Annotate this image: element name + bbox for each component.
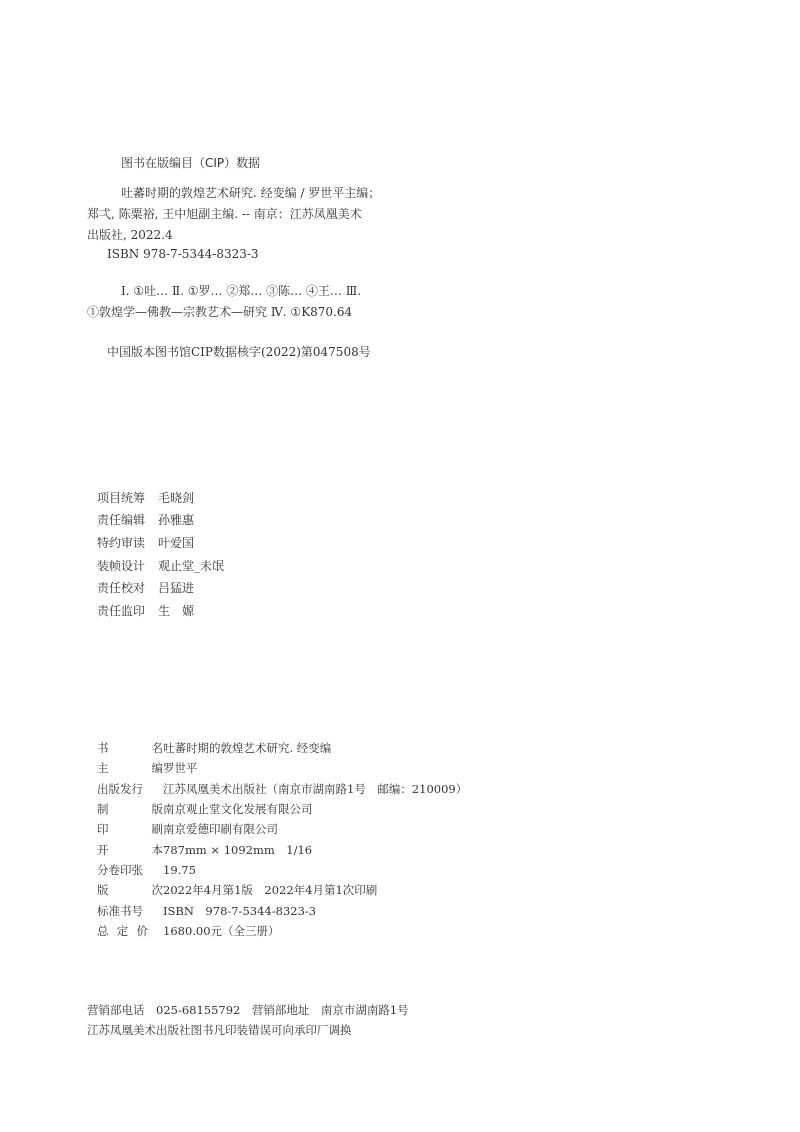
credit-value: 生 嫄 <box>158 603 195 618</box>
info-label-char: 本 <box>151 842 163 857</box>
info-value: 罗世平 <box>163 761 198 776</box>
info-label-char: 分卷印张 <box>97 862 143 877</box>
info-value: 2022年4月第1版 2022年4月第1次印刷 <box>163 883 378 898</box>
cip-isbn: ISBN 978-7-5344-8323-3 <box>107 247 259 261</box>
info-value: 19.75 <box>163 862 196 877</box>
info-value: 787mm × 1092mm 1/16 <box>163 842 313 857</box>
info-label-char: 名 <box>151 741 163 756</box>
credit-label: 责任校对 <box>97 581 146 596</box>
credit-row <box>97 554 224 577</box>
info-label-char: 定 <box>116 923 129 938</box>
info-label <box>97 760 163 776</box>
info-value: 吐蕃时期的敦煌艺术研究. 经变编 <box>163 741 332 756</box>
cip-entry-line-2: 郑弌, 陈粟裕, 王中旭副主编. -- 南京：江苏凤凰美术 <box>87 207 362 221</box>
info-row-printer <box>97 819 467 839</box>
info-label-char: 制 <box>97 802 109 817</box>
info-label-char: 版 <box>151 802 163 817</box>
print-error-notice: 江苏凤凰美术出版社图书凡印装错误可向承印厂调换 <box>87 1023 352 1037</box>
footer <box>87 1000 409 1040</box>
credit-label: 装帧设计 <box>97 558 146 573</box>
credit-row <box>97 486 224 509</box>
credit-row <box>97 576 224 599</box>
cip-subject-line-2: ①敦煌学—佛教—宗教艺术—研究 Ⅳ. ①K870.64 <box>87 305 353 319</box>
cip-entry-line-1: 吐蕃时期的敦煌艺术研究. 经变编 / 罗世平主编； <box>121 186 381 200</box>
info-value: 1680.00元（全三册） <box>163 923 280 938</box>
info-label-char: 出版发行 <box>97 781 143 796</box>
credit-value: 观止堂_未氓 <box>158 558 225 573</box>
info-row-edition <box>97 880 467 900</box>
info-label <box>97 801 163 817</box>
info-value: 南京观止堂文化发展有限公司 <box>163 802 313 817</box>
info-row-format <box>97 839 467 859</box>
book-info-list <box>97 738 467 941</box>
info-value: 江苏凤凰美术出版社（南京市湖南路1号 邮编：210009） <box>163 781 468 796</box>
info-row-price <box>97 921 467 941</box>
cip-heading: 图书在版编目（CIP）数据 <box>121 156 261 170</box>
info-label-char: 标准书号 <box>97 903 143 918</box>
info-row-isbn <box>97 900 467 920</box>
info-label-char: 书 <box>97 741 109 756</box>
cip-subject-line-1: Ⅰ. ①吐… Ⅱ. ①罗… ②郑… ③陈… ④王… Ⅲ. <box>121 284 362 298</box>
info-label <box>97 781 163 797</box>
credit-value: 孙雅惠 <box>158 513 195 528</box>
info-label-char: 总 <box>97 923 109 938</box>
info-label <box>97 740 163 756</box>
info-label <box>97 882 163 898</box>
info-row-editor <box>97 758 467 778</box>
info-label <box>97 903 163 919</box>
credit-label: 责任监印 <box>97 603 146 618</box>
info-label-char: 主 <box>97 761 109 776</box>
info-label-char: 刷 <box>151 822 163 837</box>
info-label-char: 次 <box>151 883 163 898</box>
info-label-char: 开 <box>97 842 109 857</box>
info-row-publisher <box>97 779 467 799</box>
cip-record-number: 中国版本图书馆CIP数据核字(2022)第047508号 <box>107 345 371 359</box>
credit-row <box>97 531 224 554</box>
credit-value: 吕猛进 <box>158 581 195 596</box>
info-label <box>97 862 163 878</box>
info-label-char: 编 <box>151 761 163 776</box>
info-row-sheets <box>97 860 467 880</box>
info-row-title <box>97 738 467 758</box>
credit-label: 项目统筹 <box>97 490 146 505</box>
credit-value: 叶爱国 <box>158 535 195 550</box>
info-value: 南京爱德印刷有限公司 <box>163 822 278 837</box>
info-label <box>97 842 163 858</box>
cip-entry-line-3: 出版社, 2022.4 <box>87 228 173 242</box>
credit-label: 特约审读 <box>97 535 146 550</box>
info-label <box>97 923 148 939</box>
info-value: ISBN 978-7-5344-8323-3 <box>163 903 317 918</box>
info-label-char: 价 <box>136 923 148 938</box>
credit-value: 毛晓剑 <box>158 490 195 505</box>
credits-list <box>97 486 224 622</box>
credit-row <box>97 509 224 532</box>
credit-label: 责任编辑 <box>97 513 146 528</box>
info-row-plate-making <box>97 799 467 819</box>
info-label-char: 印 <box>97 822 109 837</box>
credit-row <box>97 599 224 622</box>
marketing-contact: 营销部电话 025-68155792 营销部地址 南京市湖南路1号 <box>87 1003 409 1017</box>
info-label-char: 版 <box>97 883 109 898</box>
info-label <box>97 821 163 837</box>
